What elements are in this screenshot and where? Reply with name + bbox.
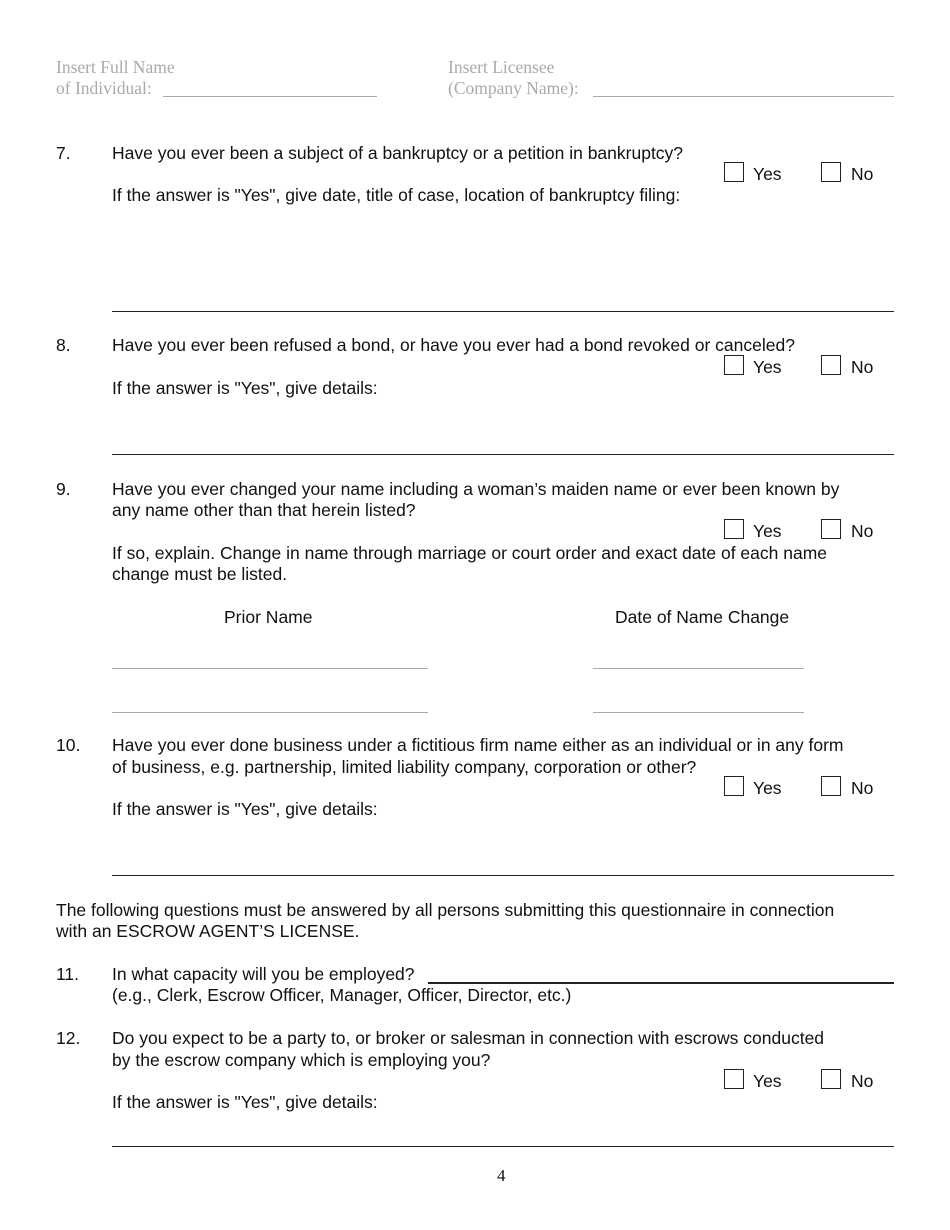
q12-no-label: No bbox=[851, 1071, 874, 1091]
q10-no-label: No bbox=[851, 778, 874, 798]
licensee-label-line2: (Company Name): bbox=[448, 78, 579, 98]
question-text-line1: Have you ever done business under a fictitious firm name either as an individual or in any form bbox=[112, 735, 844, 755]
q12-yes-label: Yes bbox=[753, 1071, 782, 1091]
prior-name-field-2[interactable] bbox=[112, 712, 428, 713]
question-number: 11. bbox=[56, 964, 80, 984]
q8-no-checkbox[interactable] bbox=[821, 355, 841, 375]
q7-answer-line[interactable] bbox=[112, 311, 894, 312]
question-number: 9. bbox=[56, 479, 71, 499]
question-text: In what capacity will you be employed? bbox=[112, 964, 415, 984]
q10-yes-checkbox[interactable] bbox=[724, 776, 744, 796]
q8-no-label: No bbox=[851, 357, 874, 377]
followup-text-line2: change must be listed. bbox=[112, 564, 288, 584]
followup-text: If the answer is "Yes", give date, title of case, location of bankruptcy filing: bbox=[112, 185, 681, 205]
licensee-label-line1: Insert Licensee bbox=[448, 57, 555, 77]
page-number: 4 bbox=[497, 1166, 506, 1185]
date-of-change-field-1[interactable] bbox=[593, 668, 804, 669]
q12-answer-line[interactable] bbox=[112, 1146, 894, 1147]
q8-yes-checkbox[interactable] bbox=[724, 355, 744, 375]
q9-yes-checkbox[interactable] bbox=[724, 519, 744, 539]
date-of-name-change-header: Date of Name Change bbox=[615, 607, 790, 627]
q7-no-checkbox[interactable] bbox=[821, 162, 841, 182]
intro-line1: The following questions must be answered by all persons submitting this questionnaire in connection bbox=[56, 900, 835, 920]
question-number: 12. bbox=[56, 1028, 81, 1048]
question-number: 10. bbox=[56, 735, 81, 755]
date-of-change-field-2[interactable] bbox=[593, 712, 804, 713]
full-name-label-line2: of Individual: bbox=[56, 78, 152, 98]
q9-no-label: No bbox=[851, 521, 874, 541]
followup-text: If the answer is "Yes", give details: bbox=[112, 1092, 378, 1112]
q10-no-checkbox[interactable] bbox=[821, 776, 841, 796]
q12-no-checkbox[interactable] bbox=[821, 1069, 841, 1089]
question-text-line2: of business, e.g. partnership, limited liability company, corporation or other? bbox=[112, 757, 697, 777]
q8-answer-line[interactable] bbox=[112, 454, 894, 455]
question-number: 8. bbox=[56, 335, 71, 355]
q12-yes-checkbox[interactable] bbox=[724, 1069, 744, 1089]
question-text-line2: by the escrow company which is employing you? bbox=[112, 1050, 491, 1070]
licensee-field[interactable] bbox=[593, 96, 894, 97]
question-text: Have you ever been refused a bond, or have you ever had a bond revoked or canceled? bbox=[112, 335, 795, 355]
q7-no-label: No bbox=[851, 164, 874, 184]
question-text-line2: any name other than that herein listed? bbox=[112, 500, 416, 520]
question-text-line1: Do you expect to be a party to, or broker or salesman in connection with escrows conducted bbox=[112, 1028, 825, 1048]
followup-text-line1: If so, explain. Change in name through marriage or court order and exact date of each name bbox=[112, 543, 828, 563]
prior-name-header: Prior Name bbox=[224, 607, 313, 627]
followup-text: If the answer is "Yes", give details: bbox=[112, 378, 378, 398]
question-text-line1: Have you ever changed your name including a woman’s maiden name or ever been known by bbox=[112, 479, 840, 499]
intro-line2: with an ESCROW AGENT’S LICENSE. bbox=[56, 921, 360, 941]
question-number: 7. bbox=[56, 143, 71, 163]
prior-name-field-1[interactable] bbox=[112, 668, 428, 669]
q9-no-checkbox[interactable] bbox=[821, 519, 841, 539]
q9-yes-label: Yes bbox=[753, 521, 782, 541]
capacity-field[interactable] bbox=[428, 982, 894, 984]
full-name-field[interactable] bbox=[163, 96, 377, 97]
q10-answer-line[interactable] bbox=[112, 875, 894, 876]
capacity-hint: (e.g., Clerk, Escrow Officer, Manager, Officer, Director, etc.) bbox=[112, 985, 572, 1005]
question-text: Have you ever been a subject of a bankruptcy or a petition in bankruptcy? bbox=[112, 143, 684, 163]
full-name-label-line1: Insert Full Name bbox=[56, 57, 175, 77]
q7-yes-checkbox[interactable] bbox=[724, 162, 744, 182]
q10-yes-label: Yes bbox=[753, 778, 782, 798]
q7-yes-label: Yes bbox=[753, 164, 782, 184]
q8-yes-label: Yes bbox=[753, 357, 782, 377]
followup-text: If the answer is "Yes", give details: bbox=[112, 799, 378, 819]
